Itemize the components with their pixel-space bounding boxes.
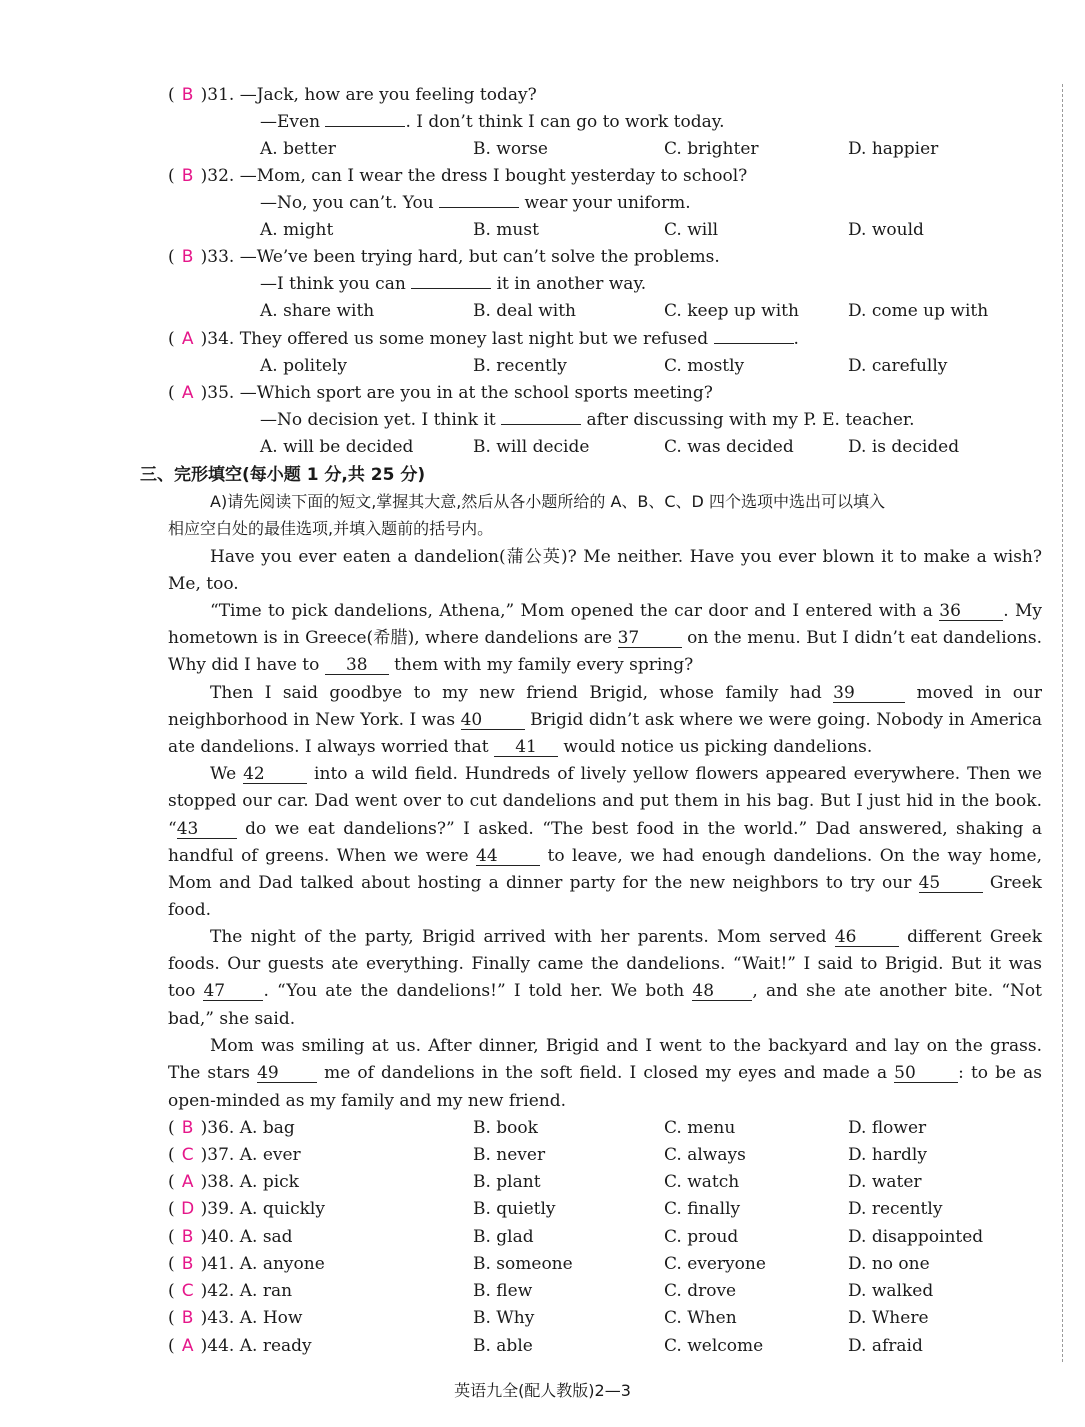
- option-b: B. recently: [473, 356, 567, 376]
- passage-line: handful of greens. When we were 44 to leave, we had enough dandelions. On the way home,: [168, 846, 1042, 866]
- cloze-blank: 49: [257, 1064, 317, 1083]
- passage-line: “Time to pick dandelions, Athena,” Mom opened the car door and I entered with a 36 . My: [210, 601, 1042, 621]
- passage-line: open-minded as my family and my new friend.: [168, 1091, 567, 1111]
- binding-dashed-line: [1062, 84, 1063, 1362]
- answer-mark: A: [181, 1336, 194, 1356]
- option-c: C. was decided: [664, 437, 794, 457]
- option-a: A. quickly: [239, 1199, 325, 1219]
- answer-blank: [501, 424, 581, 425]
- option-a: A. ran: [239, 1281, 293, 1301]
- cloze-question-38: ( A )38. A. pick: [168, 1172, 299, 1192]
- option-d: D. come up with: [848, 301, 989, 321]
- option-a: A. share with: [260, 301, 375, 321]
- option-a: A. might: [260, 220, 334, 240]
- option-b: B. book: [473, 1118, 538, 1138]
- cloze-blank: 43: [177, 820, 237, 839]
- question-31: ( B )31. —Jack, how are you feeling today?: [168, 85, 537, 105]
- option-c: C. drove: [664, 1281, 737, 1301]
- answer-mark: B: [181, 1227, 194, 1247]
- option-a: A. How: [239, 1308, 303, 1328]
- question-35-line2: —No decision yet. I think it after discussing with my P. E. teacher.: [260, 410, 915, 430]
- passage-line: too 47 . “You ate the dandelions!” I told her. We both 48 , and she ate another bite. “Not: [168, 981, 1042, 1001]
- cloze-blank: 42: [243, 765, 307, 784]
- option-d: D. hardly: [848, 1145, 927, 1165]
- cloze-blank: 36: [939, 602, 1003, 621]
- option-d: D. happier: [848, 139, 939, 159]
- cloze-blank: 46: [835, 928, 899, 947]
- answer-blank: [714, 343, 794, 344]
- answer-mark: A: [181, 383, 194, 403]
- option-d: D. is decided: [848, 437, 960, 457]
- question-31-line2: —Even . I don’t think I can go to work today.: [260, 112, 725, 132]
- cloze-blank: 40: [461, 711, 525, 730]
- option-d: D. walked: [848, 1281, 934, 1301]
- cloze-question-43: ( B )43. A. How: [168, 1308, 303, 1328]
- option-c: C. proud: [664, 1227, 739, 1247]
- option-a: A. will be decided: [260, 437, 414, 457]
- option-b: B. someone: [473, 1254, 573, 1274]
- answer-mark: D: [181, 1199, 195, 1219]
- option-d: D. afraid: [848, 1336, 923, 1356]
- answer-mark: C: [181, 1145, 194, 1165]
- answer-mark: B: [181, 1118, 194, 1138]
- answer-blank: [325, 126, 405, 127]
- passage-line: hometown is in Greece(希腊), where dandelions are 37 on the menu. But I didn’t eat dandelions.: [168, 628, 1042, 648]
- passage-line: stopped our car. Dad went over to cut dandelions and put them in his bag. But I just hid in the book.: [168, 791, 1042, 811]
- option-c: C. welcome: [664, 1336, 764, 1356]
- passage-line: bad,” she said.: [168, 1009, 296, 1029]
- option-d: D. Where: [848, 1308, 929, 1328]
- answer-blank: [439, 207, 519, 208]
- option-c: C. When: [664, 1308, 737, 1328]
- passage-line: Mom and Dad talked about hosting a dinner party for the new neighbors to try our 45 Greek: [168, 873, 1042, 893]
- option-d: D. recently: [848, 1199, 943, 1219]
- answer-mark: B: [181, 166, 194, 186]
- option-b: B. worse: [473, 139, 548, 159]
- cloze-blank: 41: [494, 738, 558, 757]
- option-c: C. finally: [664, 1199, 741, 1219]
- option-a: A. better: [260, 139, 336, 159]
- answer-mark: A: [181, 1172, 194, 1192]
- passage-line: The night of the party, Brigid arrived with her parents. Mom served 46 different Greek: [210, 927, 1042, 947]
- answer-mark: B: [181, 85, 194, 105]
- option-b: B. plant: [473, 1172, 541, 1192]
- section-instructions-cont: 相应空白处的最佳选项,并填入题前的括号内。: [168, 519, 494, 538]
- passage-line: Me, too.: [168, 574, 239, 594]
- option-c: C. everyone: [664, 1254, 766, 1274]
- question-stem: —Jack, how are you feeling today?: [239, 85, 537, 105]
- option-a: A. anyone: [239, 1254, 325, 1274]
- question-34: ( A )34. They offered us some money last night but we refused .: [168, 329, 799, 349]
- cloze-question-39: ( D )39. A. quickly: [168, 1199, 325, 1219]
- cloze-blank: 50: [894, 1064, 958, 1083]
- question-33: ( B )33. —We’ve been trying hard, but can’t solve the problems.: [168, 247, 720, 267]
- cloze-blank: 44: [476, 847, 540, 866]
- option-a: A. bag: [239, 1118, 295, 1138]
- cloze-question-36: ( B )36. A. bag: [168, 1118, 295, 1138]
- passage-line: Then I said goodbye to my new friend Brigid, whose family had 39 moved in our: [210, 683, 1042, 703]
- option-a: A. pick: [239, 1172, 299, 1192]
- answer-blank: [411, 288, 491, 289]
- option-c: C. always: [664, 1145, 746, 1165]
- passage-line: food.: [168, 900, 212, 920]
- question-31-options: [260, 138, 336, 160]
- option-d: D. no one: [848, 1254, 930, 1274]
- option-d: D. carefully: [848, 356, 948, 376]
- option-b: B. will decide: [473, 437, 590, 457]
- cloze-blank: 47: [203, 982, 263, 1001]
- passage-line: We 42 into a wild field. Hundreds of lively yellow flowers appeared everywhere. Then we: [210, 764, 1042, 784]
- cloze-blank: 37: [618, 629, 682, 648]
- cloze-blank: 38: [325, 656, 389, 675]
- option-b: B. Why: [473, 1308, 535, 1328]
- cloze-blank: 45: [919, 874, 983, 893]
- cloze-question-41: ( B )41. A. anyone: [168, 1254, 325, 1274]
- option-c: C. mostly: [664, 356, 745, 376]
- question-33-line2: —I think you can it in another way.: [260, 274, 647, 294]
- cloze-blank: 48: [692, 982, 752, 1001]
- passage-line: Have you ever eaten a dandelion(蒲公英)? Me neither. Have you ever blown it to make a wish?: [210, 547, 1042, 567]
- passage-line: The stars 49 me of dandelions in the soft field. I closed my eyes and made a 50 : to be as: [168, 1063, 1043, 1083]
- option-b: B. glad: [473, 1227, 534, 1247]
- passage-line: Why did I have to 38 them with my family every spring?: [168, 655, 694, 675]
- option-c: C. menu: [664, 1118, 736, 1138]
- section-heading: 三、完形填空(每小题 1 分,共 25 分): [140, 465, 426, 485]
- answer-mark: B: [181, 247, 194, 267]
- option-a: A. ready: [239, 1336, 312, 1356]
- option-a: A. ever: [239, 1145, 301, 1165]
- option-b: B. never: [473, 1145, 546, 1165]
- question-number: 31: [207, 85, 229, 105]
- question-35: ( A )35. —Which sport are you in at the school sports meeting?: [168, 383, 713, 403]
- option-b: B. must: [473, 220, 539, 240]
- option-d: D. flower: [848, 1118, 927, 1138]
- question-32-line2: —No, you can’t. You wear your uniform.: [260, 193, 691, 213]
- cloze-question-44: ( A )44. A. ready: [168, 1336, 312, 1356]
- passage-line: ate dandelions. I always worried that 41 would notice us picking dandelions.: [168, 737, 873, 757]
- answer-mark: C: [181, 1281, 194, 1301]
- question-32: ( B )32. —Mom, can I wear the dress I bought yesterday to school?: [168, 166, 748, 186]
- answer-mark: A: [181, 329, 194, 349]
- option-c: C. will: [664, 220, 719, 240]
- cloze-question-40: ( B )40. A. sad: [168, 1227, 293, 1247]
- answer-mark: B: [181, 1308, 194, 1328]
- option-b: B. able: [473, 1336, 533, 1356]
- passage-line: “43 do we eat dandelions?” I asked. “The best food in the world.” Dad answered, shaking a: [168, 819, 1042, 839]
- cloze-question-42: ( C )42. A. ran: [168, 1281, 293, 1301]
- section-instructions: A)请先阅读下面的短文,掌握其大意,然后从各小题所给的 A、B、C、D 四个选项中选出可以填入: [210, 492, 885, 511]
- option-b: B. deal with: [473, 301, 576, 321]
- option-d: D. would: [848, 220, 924, 240]
- page-footer: 英语九全(配人教版)2—3: [454, 1381, 631, 1400]
- passage-line: foods. Our guests ate everything. Finally came the dandelions. “Wait!” I said to Brigid. But it was: [168, 954, 1042, 974]
- option-a: A. sad: [239, 1227, 293, 1247]
- option-a: A. politely: [260, 356, 348, 376]
- passage-line: neighborhood in New York. I was 40 Brigid didn’t ask where we were going. Nobody in America: [168, 710, 1042, 730]
- passage-line: Mom was smiling at us. After dinner, Brigid and I went to the backyard and lay on the grass.: [210, 1036, 1042, 1056]
- answer-mark: B: [181, 1254, 194, 1274]
- cloze-question-37: ( C )37. A. ever: [168, 1145, 301, 1165]
- option-c: C. keep up with: [664, 301, 799, 321]
- option-b: B. flew: [473, 1281, 533, 1301]
- option-c: C. watch: [664, 1172, 740, 1192]
- option-d: D. disappointed: [848, 1227, 984, 1247]
- option-c: C. brighter: [664, 139, 759, 159]
- cloze-blank: 39: [833, 684, 905, 703]
- option-b: B. quietly: [473, 1199, 556, 1219]
- option-d: D. water: [848, 1172, 922, 1192]
